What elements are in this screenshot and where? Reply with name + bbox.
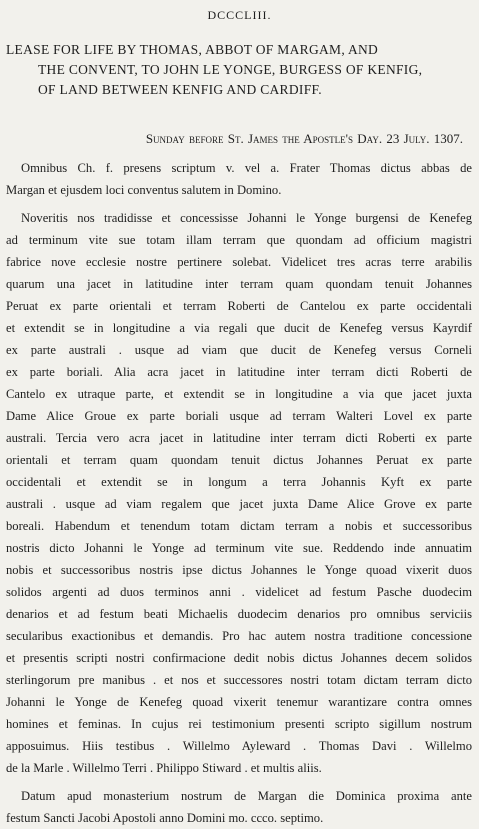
text-line: orientali et terram quam quondam tenuit dictus Johannes Peruat ex parte [6, 453, 472, 467]
dateline: Sunday before St. James the Apostle's Day. 23 July. 1307. [145, 131, 463, 146]
text-line: Johanni le Yonge de Kenefeg quoad vixerit tenemur warantizare contra omnes [6, 695, 472, 709]
text-line: occidentali et extendit se in longum a terra Johannis Kyft ex parte [6, 475, 472, 489]
text-line: ad terminum vite sue totam illam terram que quondam ad officium magistri [6, 233, 472, 247]
text-line: Cantelo ex utraque parte, et extendit se in longitudine a via que jacet juxta [6, 387, 472, 401]
text-line: nostris dicto Johanni le Yonge ad terminum vite sue. Reddendo inde annuatim [6, 541, 472, 555]
text-line: australi. Tercia vero acra jacet in latitudine inter terram dicti Roberti ex parte [6, 431, 472, 445]
text-line: Peruat ex parte orientali et terram Roberti de Cantelou ex parte occidentali [6, 299, 472, 313]
text-line: ex parte australi . usque ad viam que ducit de Kenefeg versus Corneli [6, 343, 472, 357]
text-line: et extendit se in longitudine a via regali que ducit de Kenefeg versus Kayrdif [6, 321, 472, 335]
text-line: Dame Alice Groue ex parte boriali usque ad terram Walteri Lovel ex parte [6, 409, 472, 423]
title-line: LEASE FOR LIFE BY THOMAS, ABBOT OF MARGAM, AND [6, 42, 379, 57]
text-line: fabrice nove ecclesie nostre pertinere solebat. Videlicet tres acras terre arabilis [6, 255, 472, 269]
text-line: homines et feminas. In cujus rei testimonium presenti scripto sigillum nostrum [6, 717, 472, 731]
text-line: solidos argenti ad duos terminos anni . videlicet ad festum Pasche duodecim [6, 585, 472, 599]
text-line: Margan et ejusdem loci conventus salutem in Domino. [6, 183, 282, 197]
charter-text [6, 157, 472, 829]
text-line: sterlingorum pre manibus . et nos et successores nostri totam dictam terram dicto [6, 673, 472, 687]
text-line: australi . usque ad viam regalem que jacet juxta Dame Alice Grove ex parte [6, 497, 472, 511]
text-line: secularibus exactionibus et demandis. Pro hac autem nostra traditione concessione [6, 629, 472, 643]
text-line: Datum apud monasterium nostrum de Margan die Dominica proxima ante [21, 789, 472, 803]
charter-title [6, 40, 476, 100]
text-line: et presentis scripti nostri confirmacione dedit nobis dictus Johannes decem solidos [6, 651, 472, 665]
text-line: boreali. Habendum et tenendum totam dictam terram a nobis et successoribus [6, 519, 472, 533]
text-line: ex parte boriali. Alia acra jacet in latitudine inter terram dicti Roberti de [6, 365, 472, 379]
text-line: denarios et ad festum beati Michaelis duodecim denarios pro omnibus serviciis [6, 607, 472, 621]
title-line: OF LAND BETWEEN KENFIG AND CARDIFF. [38, 82, 322, 97]
title-line: THE CONVENT, TO JOHN LE YONGE, BURGESS OF KENFIG, [38, 62, 423, 77]
text-line: Omnibus Ch. f. presens scriptum v. vel a. Frater Thomas dictus abbas de [21, 161, 472, 175]
text-line: festum Sancti Jacobi Apostoli anno Domini mo. ccco. septimo. [6, 811, 324, 825]
text-line: quarum una jacet in latitudine inter terram quam quondam tenuit Johannes [6, 277, 472, 291]
text-line: Noveritis nos tradidisse et concessisse Johanni le Yonge burgensi de Kenefeg [21, 211, 472, 225]
text-line: apposuimus. Hiis testibus . Willelmo Ayleward . Thomas Davi . Willelmo [6, 739, 472, 753]
text-line: nobis et successoribus nostris ipse dictus Johannes le Yonge quoad vixerit duos [6, 563, 472, 577]
text-line: de la Marle . Willelmo Terri . Philippo Stiward . et multis aliis. [6, 761, 322, 775]
charter-number: DCCCLIII. [207, 8, 272, 22]
